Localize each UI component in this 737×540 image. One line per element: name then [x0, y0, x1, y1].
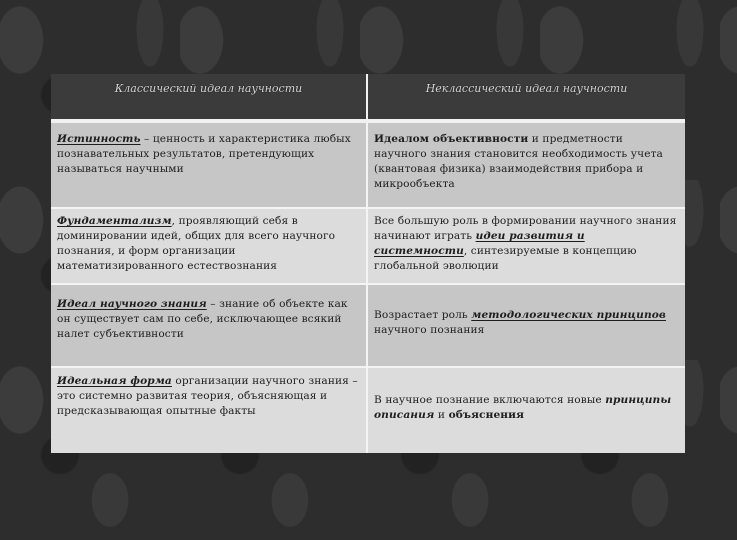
table-row [51, 121, 685, 208]
cell-text: , синтезируемые в концепцию глобальной эволюции [374, 245, 637, 272]
cell-text: и [434, 409, 449, 421]
table-row [51, 208, 685, 284]
nonclassical-cell [367, 284, 685, 367]
term-description-principles: принципы описания [374, 394, 672, 421]
header-nonclassical: Неклассический идеал научности [367, 74, 685, 121]
cell-text: и предметности научного знания становится необходимость учета (квантовая физика) взаимодействия прибора и микрообъекта [374, 133, 663, 190]
term-methodological-principles: методологических принципов [471, 309, 666, 321]
nonclassical-cell [367, 367, 685, 453]
classical-cell [51, 284, 367, 367]
term-truth: Истинность [57, 133, 141, 145]
term-knowledge-ideal: Идеал научного знания [57, 298, 207, 310]
cell-text: – ценность и характеристика любых познавательных результатов, претендующих называться научными [57, 133, 351, 175]
nonclassical-cell [367, 121, 685, 208]
cell-text: В научное познание включаются новые [374, 394, 606, 406]
classical-cell [51, 121, 367, 208]
term-ideal-form: Идеальная форма [57, 375, 172, 387]
cell-text: Возрастает роль [374, 309, 472, 321]
classical-cell [51, 367, 367, 453]
cell-text: , проявляющий себя в доминировании идей, общих для всего научного познания, и форм организации математизированного естествознания [57, 215, 336, 272]
nonclassical-cell [367, 208, 685, 284]
term-fundamentalism: Фундаментализм [57, 215, 172, 227]
term-development-ideas: идеи развития и системности [374, 230, 585, 257]
cell-text: организации научного знания – это системно развитая теория, объясняющая и предсказывающая опытные факты [57, 375, 358, 417]
cell-text: – знание об объекте как он существует сам по себе, исключающее всякий налет субъективности [57, 298, 348, 340]
term-explanation: объяснения [448, 409, 525, 421]
comparison-table-frame [51, 74, 685, 446]
table-header-row [51, 74, 685, 121]
header-classical: Классический идеал научности [51, 74, 367, 121]
classical-cell [51, 208, 367, 284]
term-objectivity-ideal: Идеалом объективности [374, 133, 529, 145]
cell-text: Все большую роль в формировании научного знания начинают играть [374, 215, 677, 242]
cell-text: научного познания [374, 324, 485, 336]
table-row [51, 367, 685, 453]
ideals-comparison-table [51, 74, 685, 453]
table-row [51, 284, 685, 367]
